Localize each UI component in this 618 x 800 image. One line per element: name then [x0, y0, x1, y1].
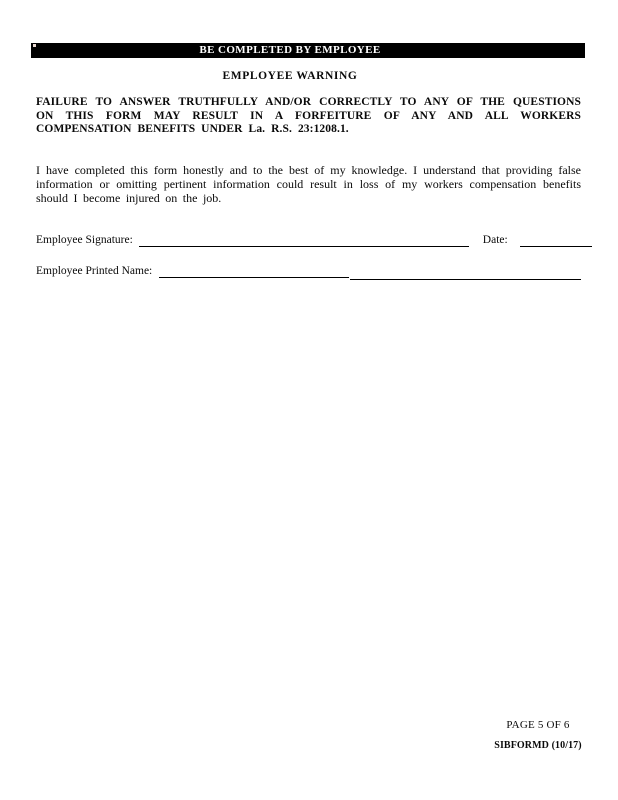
form-id-text: SIBFORMD (10/17) — [494, 740, 582, 751]
employee-printed-name-label: Employee Printed Name: — [36, 265, 153, 277]
warning-paragraph: FAILURE TO ANSWER TRUTHFULLY AND/OR CORRECTLY TO ANY OF THE QUESTIONS ON THIS FORM MAY RESULT IN A FORFEITURE OF ANY AND ALL WORKERS COMPENSATION BENEFITS UNDER La. R.S. 23:1208.1. — [36, 96, 581, 135]
page-footer — [458, 719, 618, 752]
header-bar-label: BE COMPLETED BY EMPLOYEE — [199, 44, 381, 56]
employee-signature-label: Employee Signature: — [36, 234, 133, 246]
employee-printed-name-field[interactable] — [159, 266, 349, 278]
date-field[interactable] — [520, 235, 592, 247]
employee-printed-name-field-continued[interactable] — [350, 268, 581, 280]
form-title: EMPLOYEE WARNING — [222, 70, 358, 82]
employee-signature-field[interactable] — [139, 235, 469, 247]
acknowledgment-paragraph: I have completed this form honestly and to the best of my knowledge. I understand that providing false information or omitting pertinent information could result in loss of my workers compensation benefits should I become injured on the job. — [36, 163, 581, 205]
printed-name-row — [36, 264, 581, 278]
page-number-text: PAGE 5 OF 6 — [506, 719, 570, 731]
signature-row — [36, 233, 581, 247]
completed-by-header-bar — [31, 43, 585, 58]
date-label: Date: — [482, 234, 508, 246]
scan-artifact-dot — [33, 44, 36, 47]
